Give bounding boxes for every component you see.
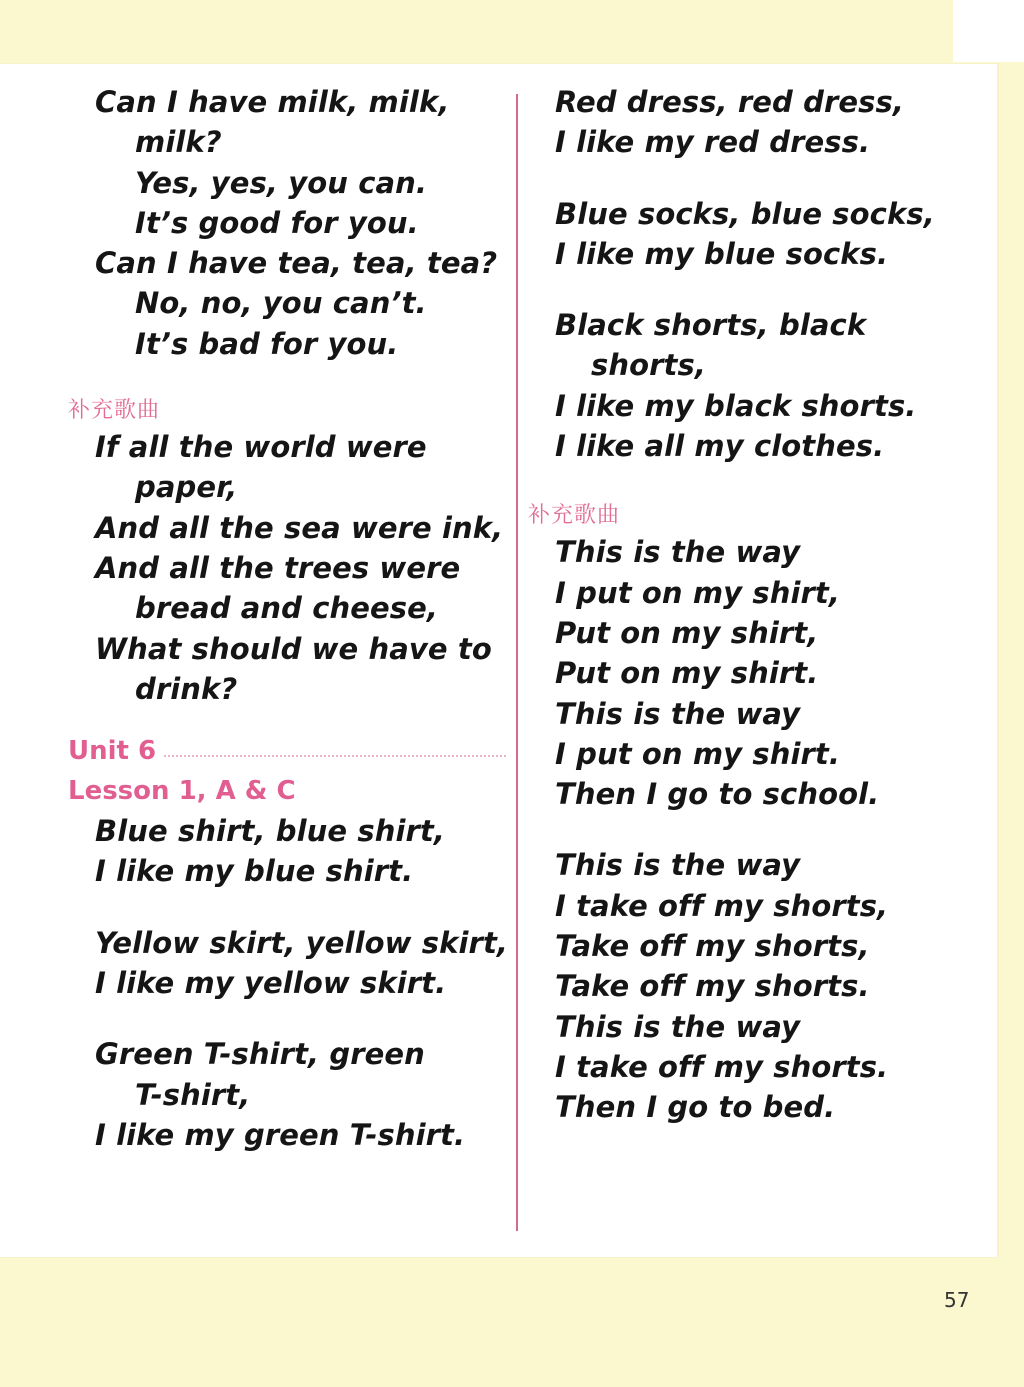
- song-line: I like my blue socks.: [555, 236, 889, 271]
- right-column: [528, 82, 948, 1128]
- supplement-song-label: 补充歌曲: [68, 398, 161, 424]
- page-top-strip: [0, 0, 1024, 64]
- top-right-notch: [953, 0, 1024, 62]
- supplement-song-label: 补充歌曲: [528, 503, 621, 529]
- song-line: This is the way: [555, 535, 801, 570]
- song-line: bread and cheese,: [135, 591, 439, 626]
- song-line: No, no, you can’t.: [135, 286, 427, 321]
- song-line: I like my black shorts.: [555, 388, 917, 423]
- song-line: I put on my shirt,: [555, 575, 840, 610]
- unit-dotted-rule: [164, 754, 506, 757]
- unit-title: Unit 6: [68, 736, 157, 767]
- clothes-song-part-2: [68, 923, 508, 1004]
- song-line: Yes, yes, you can.: [135, 165, 428, 200]
- song-line: Then I go to school.: [555, 777, 880, 812]
- song-line: It’s good for you.: [135, 205, 419, 240]
- column-divider: [516, 94, 518, 1231]
- song-line: shorts,: [591, 348, 706, 383]
- song-line: I take off my shorts.: [555, 1049, 889, 1084]
- song-line: I like my green T-shirt.: [95, 1117, 466, 1152]
- clothes-song-part-4: [528, 82, 948, 163]
- song-line: milk?: [135, 125, 222, 160]
- lesson-title: Lesson 1, A & C: [68, 776, 296, 807]
- song-line: Then I go to bed.: [555, 1090, 836, 1125]
- song-line: I like my red dress.: [555, 125, 871, 160]
- clothes-song-part-6: [528, 305, 948, 466]
- song-line: Red dress, red dress,: [555, 85, 904, 119]
- stanza-gap: [528, 274, 948, 305]
- unit-heading-row: [68, 731, 508, 771]
- song-line: Green T-shirt, green: [95, 1037, 425, 1072]
- song-line: I like my blue shirt.: [95, 854, 414, 889]
- left-column: [68, 82, 508, 1155]
- stanza-gap: [528, 163, 948, 194]
- song-line: Put on my shirt.: [555, 656, 819, 691]
- song-line: Put on my shirt,: [555, 615, 819, 650]
- clothes-song-part-1: [68, 811, 508, 892]
- song-milk-tea: [68, 82, 508, 364]
- song-line: Blue shirt, blue shirt,: [95, 814, 446, 849]
- song-line: What should we have to: [95, 631, 492, 666]
- song-line: And all the trees were: [95, 550, 461, 585]
- song-line: If all the world were: [95, 430, 427, 465]
- stanza-gap: [528, 814, 948, 845]
- song-line: Take off my shorts,: [555, 929, 870, 964]
- stanza-gap: [68, 1003, 508, 1034]
- song-line: This is the way: [555, 696, 801, 731]
- song-line: This is the way: [555, 1009, 801, 1044]
- song-line: And all the sea were ink,: [95, 510, 504, 545]
- song-line: I put on my shirt.: [555, 736, 840, 771]
- song-put-on-shirt: [528, 532, 948, 814]
- clothes-song-part-5: [528, 194, 948, 275]
- song-line: Can I have milk, milk,: [95, 85, 450, 119]
- stanza-gap: [68, 892, 508, 923]
- song-line: Yellow skirt, yellow skirt,: [95, 925, 509, 960]
- song-line: It’s bad for you.: [135, 326, 399, 361]
- song-line: Take off my shorts.: [555, 969, 870, 1004]
- song-line: Can I have tea, tea, tea?: [95, 246, 498, 281]
- song-if-all-the-world: [68, 427, 508, 709]
- song-line: Black shorts, black: [555, 308, 867, 343]
- clothes-song-part-3: [68, 1034, 508, 1155]
- song-line: This is the way: [555, 848, 801, 883]
- song-line: drink?: [135, 671, 238, 706]
- song-line: I take off my shorts,: [555, 888, 889, 923]
- song-line: I like all my clothes.: [555, 429, 885, 464]
- song-line: T-shirt,: [135, 1077, 251, 1112]
- song-take-off-shorts: [528, 845, 948, 1127]
- song-line: Blue socks, blue socks,: [555, 196, 935, 231]
- page-number: 57: [944, 1288, 970, 1312]
- song-line: I like my yellow skirt.: [95, 966, 447, 1001]
- song-line: paper,: [135, 470, 238, 505]
